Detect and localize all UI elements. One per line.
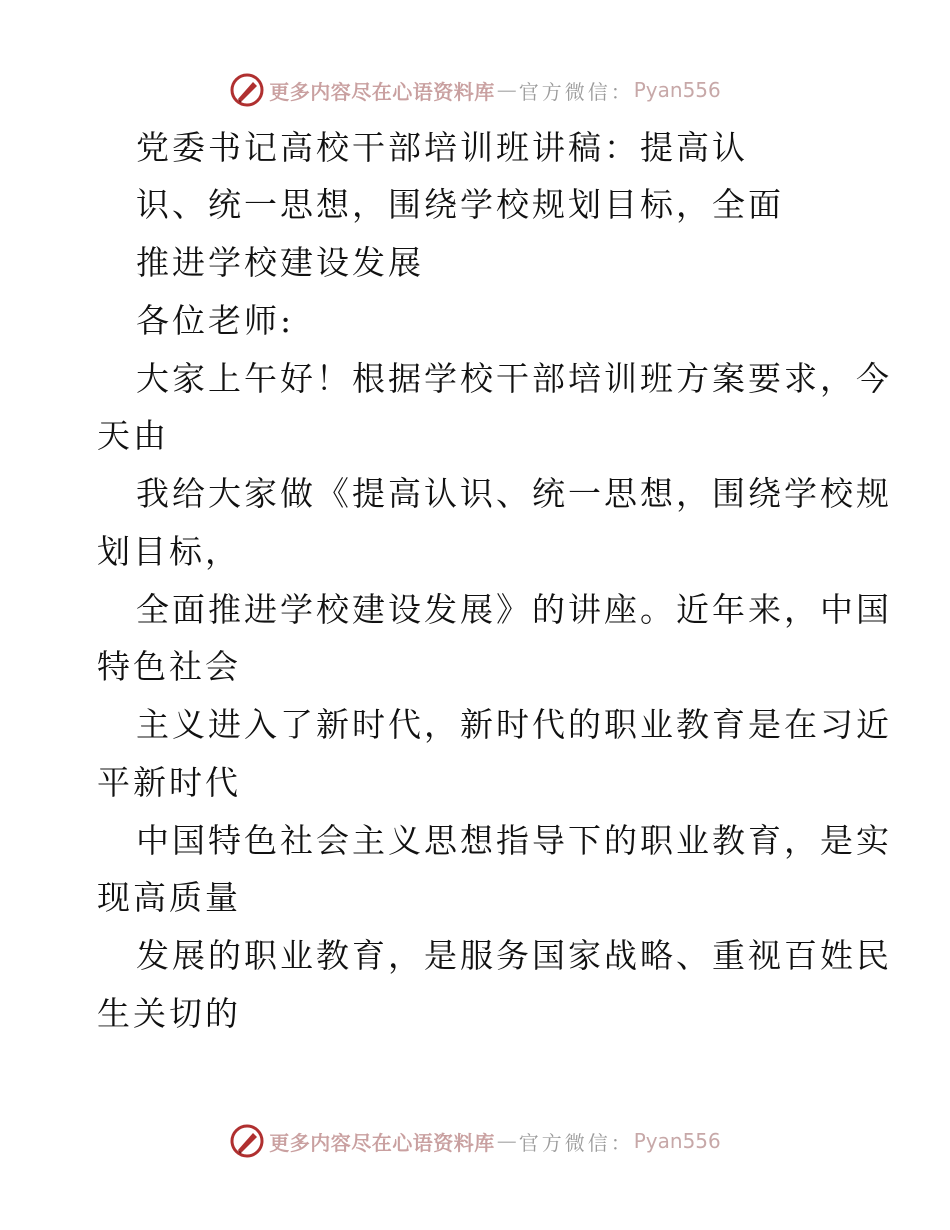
watermark-separator: —	[496, 78, 517, 102]
paragraph-line: 大家上午好！根据学校干部培训班方案要求，今	[136, 359, 892, 398]
document-title-line-2: 识、统一思想，围绕学校规划目标，全面	[136, 185, 784, 224]
paragraph-line: 发展的职业教育，是服务国家战略、重视百姓民	[136, 936, 892, 975]
watermark-label: 官方微信：	[518, 79, 634, 104]
watermark-separator: —	[496, 1129, 517, 1153]
paragraph-line: 特色社会	[97, 647, 241, 686]
watermark-account: Pyan556	[633, 1129, 721, 1153]
watermark-brand: 更多内容尽在心语资料库	[269, 79, 495, 104]
document-title-line-1: 党委书记高校干部培训班讲稿：提高认	[136, 128, 748, 167]
paragraph-line: 中国特色社会主义思想指导下的职业教育，是实	[136, 821, 892, 860]
footer-watermark	[0, 1121, 950, 1161]
paragraph-line: 主义进入了新时代，新时代的职业教育是在习近	[136, 705, 892, 744]
paragraph-line: 我给大家做《提高认识、统一思想，围绕学校规	[136, 474, 892, 513]
paragraph-line: 现高质量	[97, 878, 241, 917]
pen-logo-icon	[229, 1123, 265, 1159]
watermark-label: 官方微信：	[518, 1130, 634, 1155]
paragraph-line: 平新时代	[97, 763, 241, 802]
watermark-account: Pyan556	[633, 78, 721, 102]
paragraph-line: 生关切的	[97, 994, 241, 1033]
watermark-brand: 更多内容尽在心语资料库	[269, 1130, 495, 1155]
paragraph-line: 划目标，	[97, 532, 241, 571]
document-title-line-3: 推进学校建设发展	[136, 243, 424, 282]
paragraph-line: 天由	[97, 416, 169, 455]
pen-logo-icon	[229, 72, 265, 108]
paragraph-line: 全面推进学校建设发展》的讲座。近年来，中国	[136, 590, 892, 629]
header-watermark	[0, 70, 950, 110]
salutation: 各位老师:	[136, 301, 295, 340]
